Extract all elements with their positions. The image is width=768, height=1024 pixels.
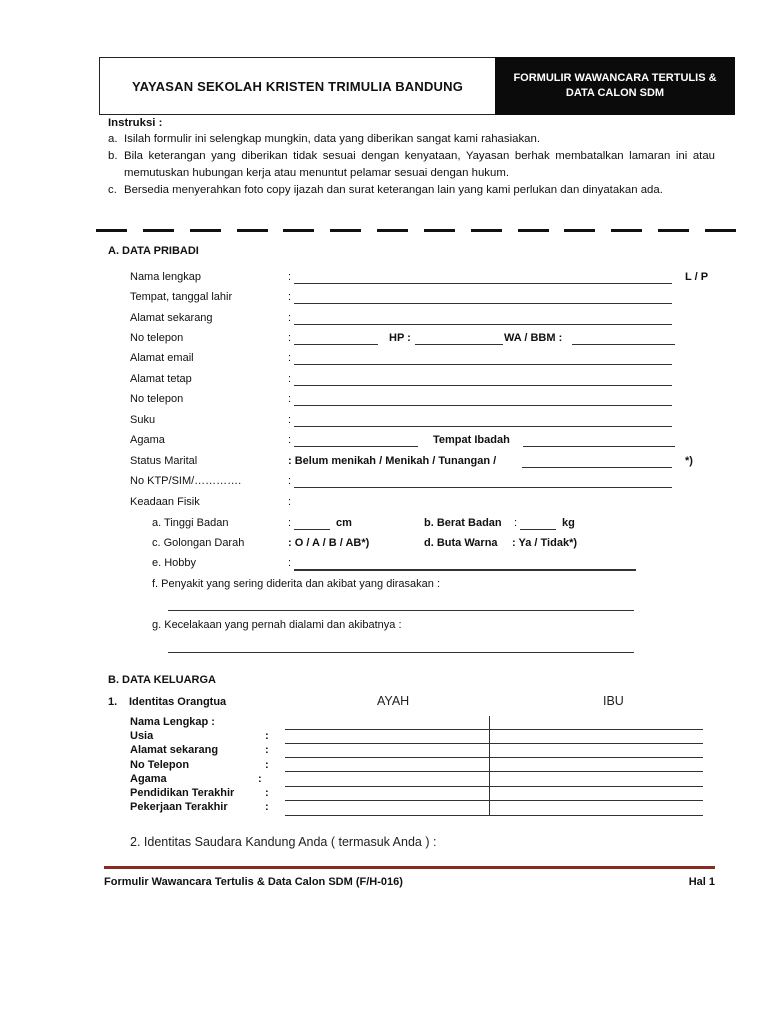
berat-label: b. Berat Badan: [424, 517, 502, 529]
table-row: No Telepon :: [130, 758, 269, 771]
penyakit-input[interactable]: [168, 598, 634, 611]
col-ayah-header: AYAH: [377, 694, 410, 708]
field-status-marital: [130, 455, 730, 471]
penyakit-row: [152, 578, 642, 594]
table-row: Alamat sekarang :: [130, 744, 269, 757]
field-no-telepon-2: No telepon :: [130, 393, 730, 409]
section-b-title: B. DATA KELUARGA: [108, 674, 216, 686]
hp-label: HP :: [389, 332, 411, 344]
section-a-title: A. DATA PRIBADI: [108, 245, 199, 257]
wa-input[interactable]: [572, 332, 675, 345]
physical-row-1: a. Tinggi Badan : cm b. Berat Badan : kg: [152, 517, 575, 529]
agama-input[interactable]: [294, 434, 418, 447]
field-agama: Agama : Tempat Ibadah: [130, 434, 730, 450]
golongan-label: c. Golongan Darah: [152, 537, 245, 549]
field-label: No telepon: [130, 332, 184, 344]
alamat-tetap-input[interactable]: [294, 373, 672, 386]
table-row: Pekerjaan Terakhir :: [130, 801, 269, 814]
berat-input[interactable]: [520, 517, 556, 530]
table-row: Agama :: [130, 772, 262, 785]
table-row: Pendidikan Terakhir :: [130, 787, 269, 800]
hobby-label: e. Hobby: [152, 557, 197, 569]
telepon-2-input[interactable]: [294, 393, 672, 406]
form-title-line1: FORMULIR WAWANCARA TERTULIS &: [513, 72, 717, 84]
nama-lengkap-input[interactable]: [294, 271, 672, 284]
table-line: [285, 743, 703, 744]
table-line: [285, 815, 703, 816]
item-number: 1.: [108, 696, 118, 708]
field-label: Agama: [130, 434, 165, 446]
field-alamat-sekarang: Alamat sekarang :: [130, 312, 730, 328]
ttl-input[interactable]: [294, 291, 672, 304]
instructions-title: Instruksi :: [108, 117, 163, 129]
field-label: Status Marital: [130, 455, 198, 467]
field-nama-lengkap: Nama lengkap : L / P: [130, 271, 709, 283]
field-keadaan-fisik: Keadaan Fisik :: [130, 496, 292, 508]
dashed-separator: [96, 229, 736, 233]
kecelakaan-row: [152, 619, 642, 635]
field-no-telepon: No telepon : HP : WA / BBM :: [130, 332, 730, 348]
field-ttl: Tempat, tanggal lahir :: [130, 291, 730, 307]
tinggi-unit: cm: [336, 517, 352, 529]
field-label: No telepon: [130, 393, 184, 405]
instruction-label: b.: [108, 150, 118, 162]
org-name: YAYASAN SEKOLAH KRISTEN TRIMULIA BANDUNG: [131, 78, 464, 94]
identitas-saudara-label: 2. Identitas Saudara Kandung Anda ( termasuk Anda ) :: [130, 835, 437, 849]
table-divider: [489, 716, 490, 816]
instruction-label: c.: [108, 184, 117, 196]
golongan-options[interactable]: : O / A / B / AB*): [288, 537, 370, 549]
table-line: [285, 771, 703, 772]
field-label: Alamat sekarang: [130, 312, 213, 324]
instruction-item: [108, 131, 715, 148]
form-title-line2: DATA CALON SDM: [565, 87, 665, 99]
kecelakaan-input[interactable]: [168, 640, 634, 653]
table-line: [285, 757, 703, 758]
wa-label: WA / BBM :: [504, 332, 563, 344]
field-label: Alamat email: [130, 352, 194, 364]
tempat-ibadah-label: Tempat Ibadah: [433, 434, 510, 446]
footer-form-code: Formulir Wawancara Tertulis & Data Calon SDM (F/H-016): [104, 876, 403, 888]
parent-table-labels: [130, 715, 290, 814]
tempat-ibadah-input[interactable]: [523, 434, 675, 447]
field-alamat-email: Alamat email :: [130, 352, 730, 368]
physical-row-2: [152, 537, 602, 553]
table-row: Usia :: [130, 730, 269, 743]
suku-input[interactable]: [294, 414, 672, 427]
instruction-text: Bersedia menyerahkan foto copy ijazah dan surat keterangan lain yang kami perlukan dan dinyatakan ada.: [124, 184, 663, 196]
footer-rule: [104, 866, 715, 869]
field-label: Suku: [130, 414, 156, 426]
instruction-item: [108, 182, 715, 199]
field-label: Nama lengkap: [130, 271, 201, 283]
physical-row-3: e. Hobby :: [152, 557, 642, 573]
instruction-text: Isilah formulir ini selengkap mungkin, data yang diberikan sangat kami rahasiakan.: [124, 133, 540, 145]
field-label: No KTP/SIM/………….: [130, 475, 242, 487]
field-label: Keadaan Fisik: [130, 496, 200, 508]
field-label: Tempat, tanggal lahir: [130, 291, 233, 303]
ktp-input[interactable]: [294, 475, 672, 488]
field-label: Alamat tetap: [130, 373, 192, 385]
telepon-input[interactable]: [294, 332, 378, 345]
page-number: Hal 1: [688, 876, 715, 888]
hp-input[interactable]: [415, 332, 503, 345]
footnote-mark: *): [685, 455, 693, 467]
status-marital-options[interactable]: : Belum menikah / Menikah / Tunangan /: [288, 455, 497, 467]
table-line: [285, 786, 703, 787]
tinggi-input[interactable]: [294, 517, 330, 530]
col-ibu-header: IBU: [603, 694, 624, 708]
email-input[interactable]: [294, 352, 672, 365]
alamat-sekarang-input[interactable]: [294, 312, 672, 325]
kecelakaan-label: g. Kecelakaan yang pernah dialami dan akibatnya :: [152, 619, 402, 631]
form-title-box: [495, 57, 735, 115]
table-line: [285, 729, 703, 730]
instruction-item: [108, 148, 715, 182]
buta-warna-label: d. Buta Warna: [424, 537, 498, 549]
penyakit-label: f. Penyakit yang sering diderita dan akibat yang dirasakan :: [152, 578, 441, 590]
hobby-input[interactable]: [294, 557, 636, 571]
buta-warna-options[interactable]: : Ya / Tidak*): [512, 537, 578, 549]
identitas-orangtua-row: [108, 696, 308, 712]
gender-option[interactable]: L / P: [685, 271, 709, 283]
tinggi-label: a. Tinggi Badan: [152, 517, 229, 529]
field-no-ktp: No KTP/SIM/…………. :: [130, 475, 730, 491]
table-row: Nama Lengkap :: [130, 716, 215, 728]
field-alamat-tetap: Alamat tetap :: [130, 373, 730, 389]
instruction-label: a.: [108, 133, 118, 145]
berat-unit: kg: [562, 517, 575, 529]
instruction-text: Bila keterangan yang diberikan tidak sesuai dengan kenyataan, Yayasan berhak membatalkan lamaran ini atau memutuskan hubungan kerja atau menuntut pelamar sesuai dengan hukum.: [124, 150, 715, 179]
field-suku: Suku :: [130, 414, 730, 430]
status-marital-input[interactable]: [522, 455, 672, 468]
table-line: [285, 800, 703, 801]
identitas-orangtua-label: Identitas Orangtua: [129, 696, 227, 708]
